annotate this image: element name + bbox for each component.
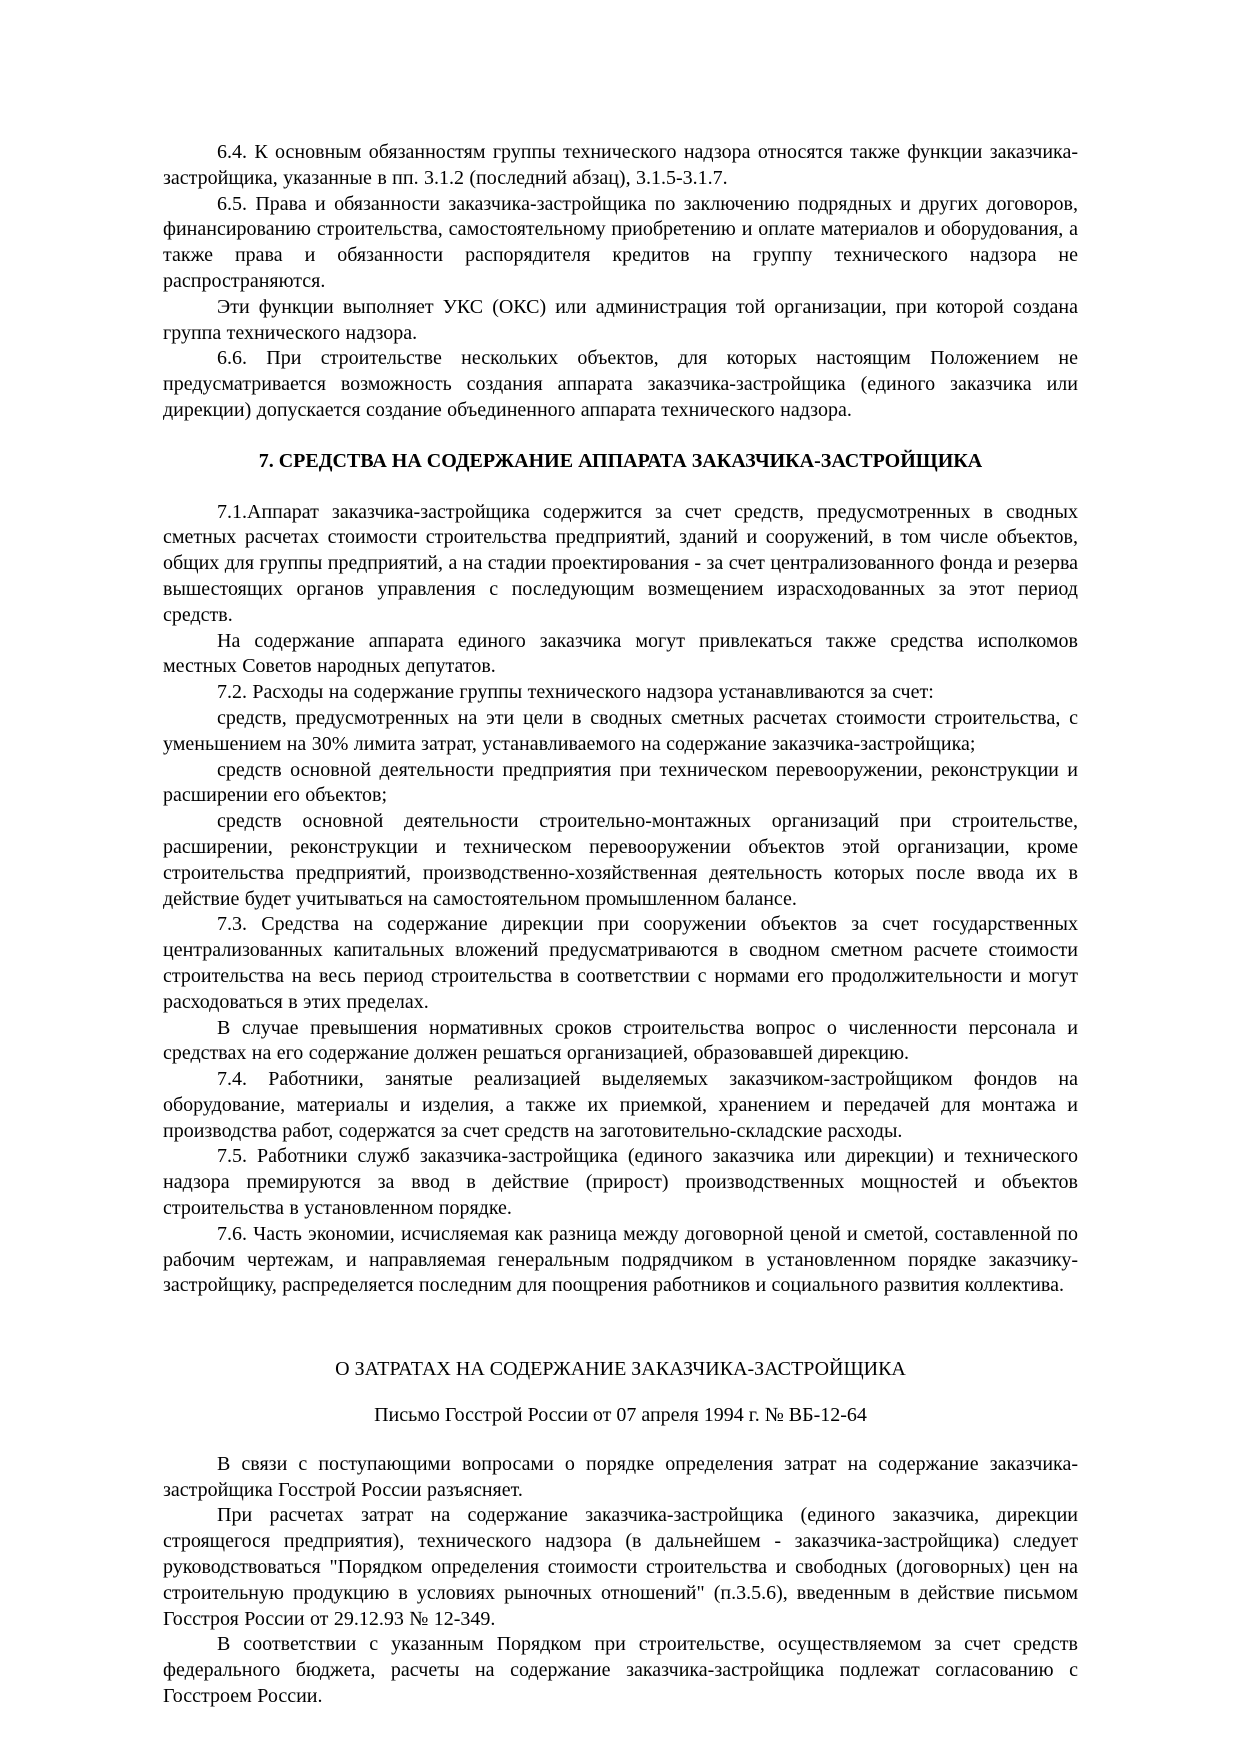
- document-page: [163, 140, 1078, 1710]
- paragraph-7-2-item-3: средств основной деятельности строительно-монтажных организаций при строительстве, расширении, реконструкции и техническом перевооружении объектов этой организации, кроме строительства предприятий, производственно-хозяйственная деятельность которых после ввода их в действие будет учитываться на самостоятельном промышленном балансе.: [163, 810, 1078, 910]
- paragraph-6-4: 6.4. К основным обязанностям группы технического надзора относятся также функции заказчика-застройщика, указанные в пп. 3.1.2 (последний абзац), 3.1.5-3.1.7.: [163, 141, 1078, 189]
- paragraph-7-5: 7.5. Работники служб заказчика-застройщика (единого заказчика или дирекции) и технического надзора премируются за ввод в действие (прирост) производственных мощностей и объектов строительства в установленном порядке.: [163, 1145, 1078, 1220]
- paragraph-7-2-item-1: средств, предусмотренных на эти цели в сводных сметных расчетах стоимости строительства, с уменьшением на 30% лимита затрат, устанавливаемого на содержание заказчика-застройщика;: [163, 706, 1078, 755]
- paragraph-6-6: 6.6. При строительстве нескольких объектов, для которых настоящим Положением не предусматривается возможность создания аппарата заказчика-застройщика (единого заказчика или дирекции) допускается создание объединенного аппарата технического надзора.: [163, 347, 1078, 421]
- section-7-heading: 7. СРЕДСТВА НА СОДЕРЖАНИЕ АППАРАТА ЗАКАЗЧИКА-ЗАСТРОЙЩИКА: [258, 449, 983, 472]
- letter-paragraph-2: При расчетах затрат на содержание заказчика-застройщика (единого заказчика, дирекции строящегося предприятия), технического надзора (в дальнейшем - заказчика-застройщика) следует руководствоваться "Порядком определения стоимости строительства и свободных (договорных) цен на строительную продукцию в условиях рыночных отношений" (п.3.5.6), введенным в действие письмом Госстроя России от 29.12.93 № 12-349.: [163, 1504, 1078, 1630]
- paragraph-7-2-item-2: средств основной деятельности предприятия при техническом перевооружении, реконструкции и расширении его объектов;: [163, 758, 1078, 807]
- paragraph-7-3-note: В случае превышения нормативных сроков строительства вопрос о численности персонала и средствах на его содержание должен решаться организацией, образовавшей дирекцию.: [163, 1016, 1078, 1065]
- paragraph-7-6: 7.6. Часть экономии, исчисляемая как разница между договорной ценой и сметой, составленной по рабочим чертежам, и направляемая генеральным подрядчиком в установленном порядке заказчику-застройщику, распределяется последним для поощрения работников и социального развития коллектива.: [163, 1222, 1078, 1297]
- paragraph-7-1-note: На содержание аппарата единого заказчика могут привлекаться также средства исполкомов местных Советов народных депутатов.: [163, 629, 1078, 678]
- letter-subtitle-heading: Письмо Госстрой России от 07 апреля 1994 г. № ВБ-12-64: [374, 1404, 867, 1427]
- paragraph-7-4: 7.4. Работники, занятые реализацией выделяемых заказчиком-застройщиком фондов на оборудование, материалы и изделия, а также их приемкой, хранением и передачей для монтажа и производства работ, содержатся за счет средств на заготовительно-складские расходы.: [163, 1068, 1078, 1142]
- paragraph-7-3: 7.3. Средства на содержание дирекции при сооружении объектов за счет государственных централизованных капитальных вложений предусматриваются в сводном сметном расчете стоимости строительства на весь период строительства в соответствии с нормами его продолжительности и могут расходоваться в этих пределах.: [163, 913, 1078, 1013]
- paragraph-7-1: 7.1.Аппарат заказчика-застройщика содержится за счет средств, предусмотренных в сводных сметных расчетах стоимости строительства предприятий, зданий и сооружений, в том числе объектов, общих для группы предприятий, а на стадии проектирования - за счет централизованного фонда и резерва вышестоящих органов управления с последующим возмещением израсходованных за этот период средств.: [163, 500, 1078, 626]
- paragraph-6-5-note: Эти функции выполняет УКС (ОКС) или администрация той организации, при которой создана группа технического надзора.: [163, 295, 1078, 344]
- letter-title-heading: О ЗАТРАТАХ НА СОДЕРЖАНИЕ ЗАКАЗЧИКА-ЗАСТРОЙЩИКА: [335, 1358, 906, 1381]
- letter-paragraph-3: В соответствии с указанным Порядком при строительстве, осуществляемом за счет средств федерального бюджета, расчеты на содержание заказчика-застройщика подлежат согласованию с Госстроем России.: [163, 1633, 1078, 1708]
- letter-paragraph-1: В связи с поступающими вопросами о порядке определения затрат на содержание заказчика-застройщика Госстрой России разъясняет.: [163, 1452, 1078, 1501]
- paragraph-7-2: 7.2. Расходы на содержание группы технического надзора устанавливаются за счет:: [217, 681, 934, 704]
- paragraph-6-5: 6.5. Права и обязанности заказчика-застройщика по заключению подрядных и других договоров, финансированию строительства, самостоятельному приобретению и оплате материалов и оборудования, а также права и обязанности распорядителя кредитов на группу технического надзора не распространяются.: [163, 192, 1078, 292]
